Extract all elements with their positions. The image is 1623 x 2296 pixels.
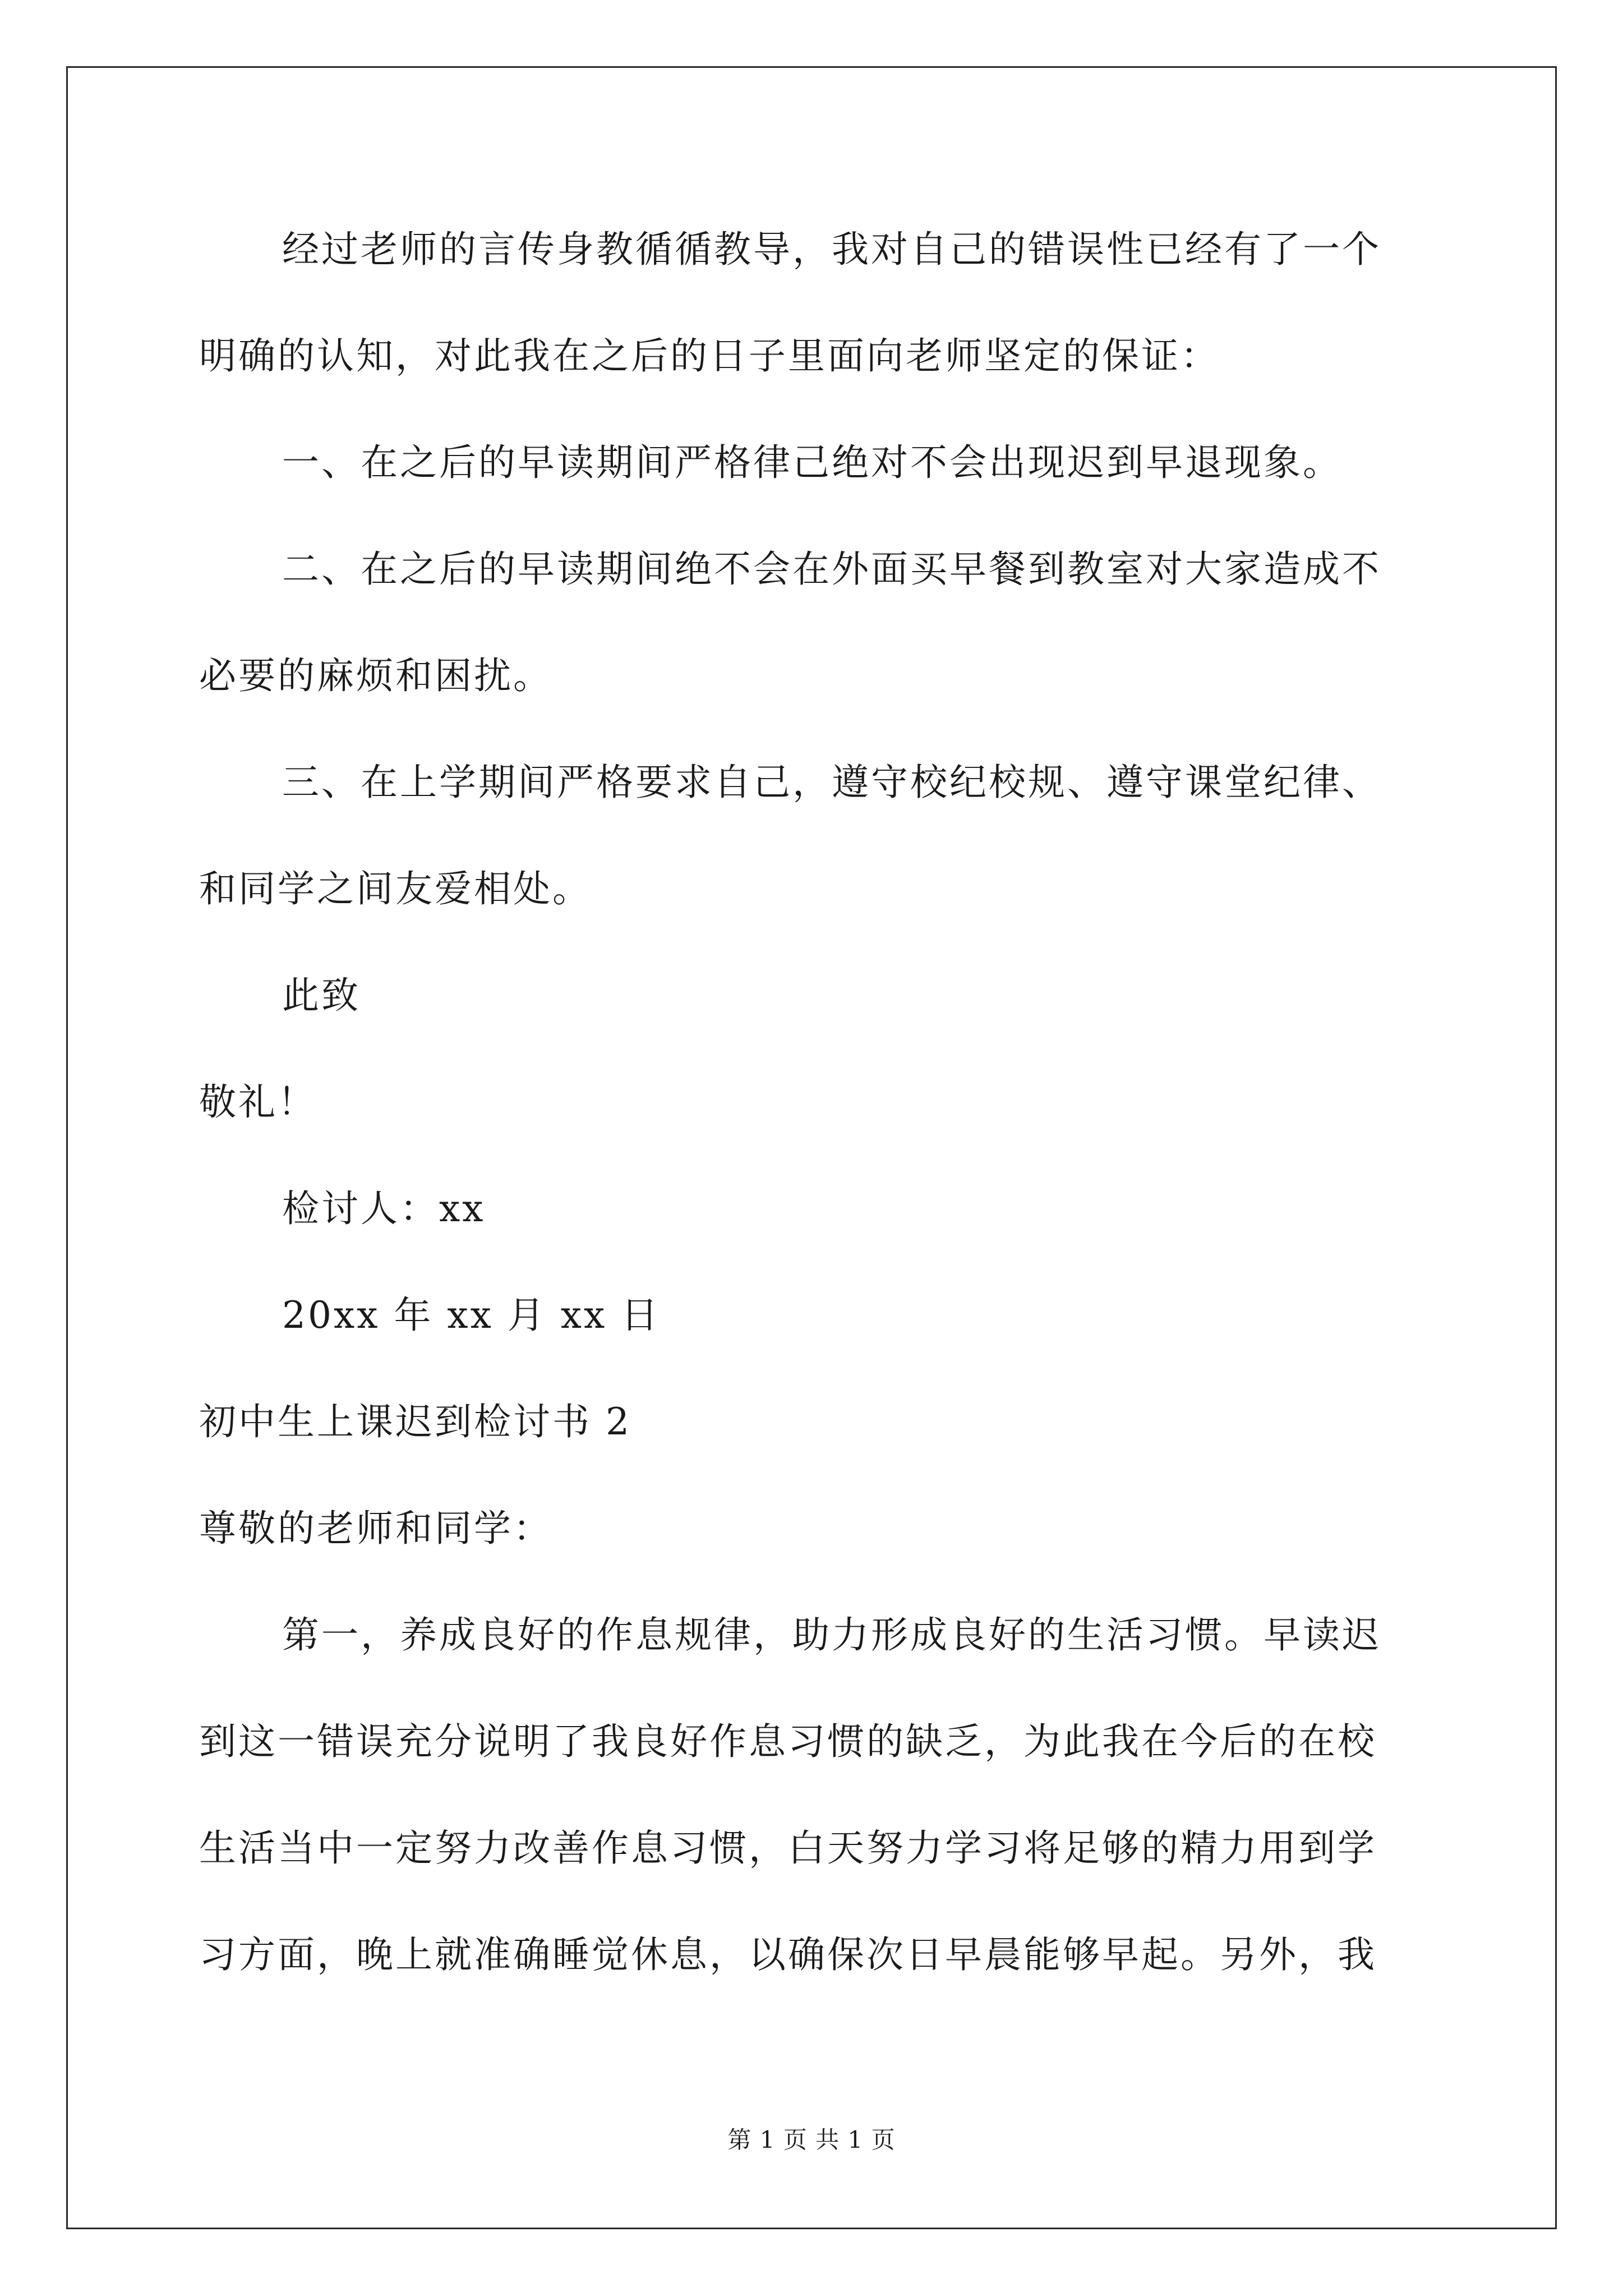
section-title: 初中生上课迟到检讨书 2 — [199, 1400, 631, 1443]
body-line-11: 习方面，晚上就准确睡觉休息，以确保次日早晨能够早起。另外，我 — [199, 1933, 1377, 1976]
body-line-3: 一、在之后的早读期间严格律己绝对不会出现迟到早退现象。 — [282, 441, 1342, 484]
greeting-line: 尊敬的老师和同学： — [199, 1507, 552, 1550]
body-line-1: 经过老师的言传身教循循教导，我对自己的错误性已经有了一个 — [282, 228, 1381, 271]
body-line-7: 和同学之间友爱相处。 — [199, 867, 592, 910]
body-line-5: 必要的麻烦和困扰。 — [199, 654, 552, 697]
date-line: 20xx 年 xx 月 xx 日 — [282, 1294, 661, 1337]
page-border — [66, 66, 1557, 2229]
closing-line: 此致 — [282, 974, 361, 1017]
body-line-2: 明确的认知，对此我在之后的日子里面向老师坚定的保证： — [199, 334, 1220, 378]
body-line-10: 生活当中一定努力改善作息习惯，白天努力学习将足够的精力用到学 — [199, 1826, 1377, 1870]
body-line-9: 到这一错误充分说明了我良好作息习惯的缺乏，为此我在今后的在校 — [199, 1720, 1377, 1763]
signature-line: 检讨人：xx — [282, 1187, 486, 1230]
body-line-6: 三、在上学期间严格要求自己，遵守校纪校规、遵守课堂纪律、 — [282, 761, 1381, 804]
body-line-4: 二、在之后的早读期间绝不会在外面买早餐到教室对大家造成不 — [282, 547, 1381, 591]
page-footer: 第 1 页 共 1 页 — [727, 2126, 896, 2154]
salute-line: 敬礼！ — [199, 1080, 317, 1124]
body-line-8: 第一，养成良好的作息规律，助力形成良好的生活习惯。早读迟 — [282, 1613, 1381, 1657]
